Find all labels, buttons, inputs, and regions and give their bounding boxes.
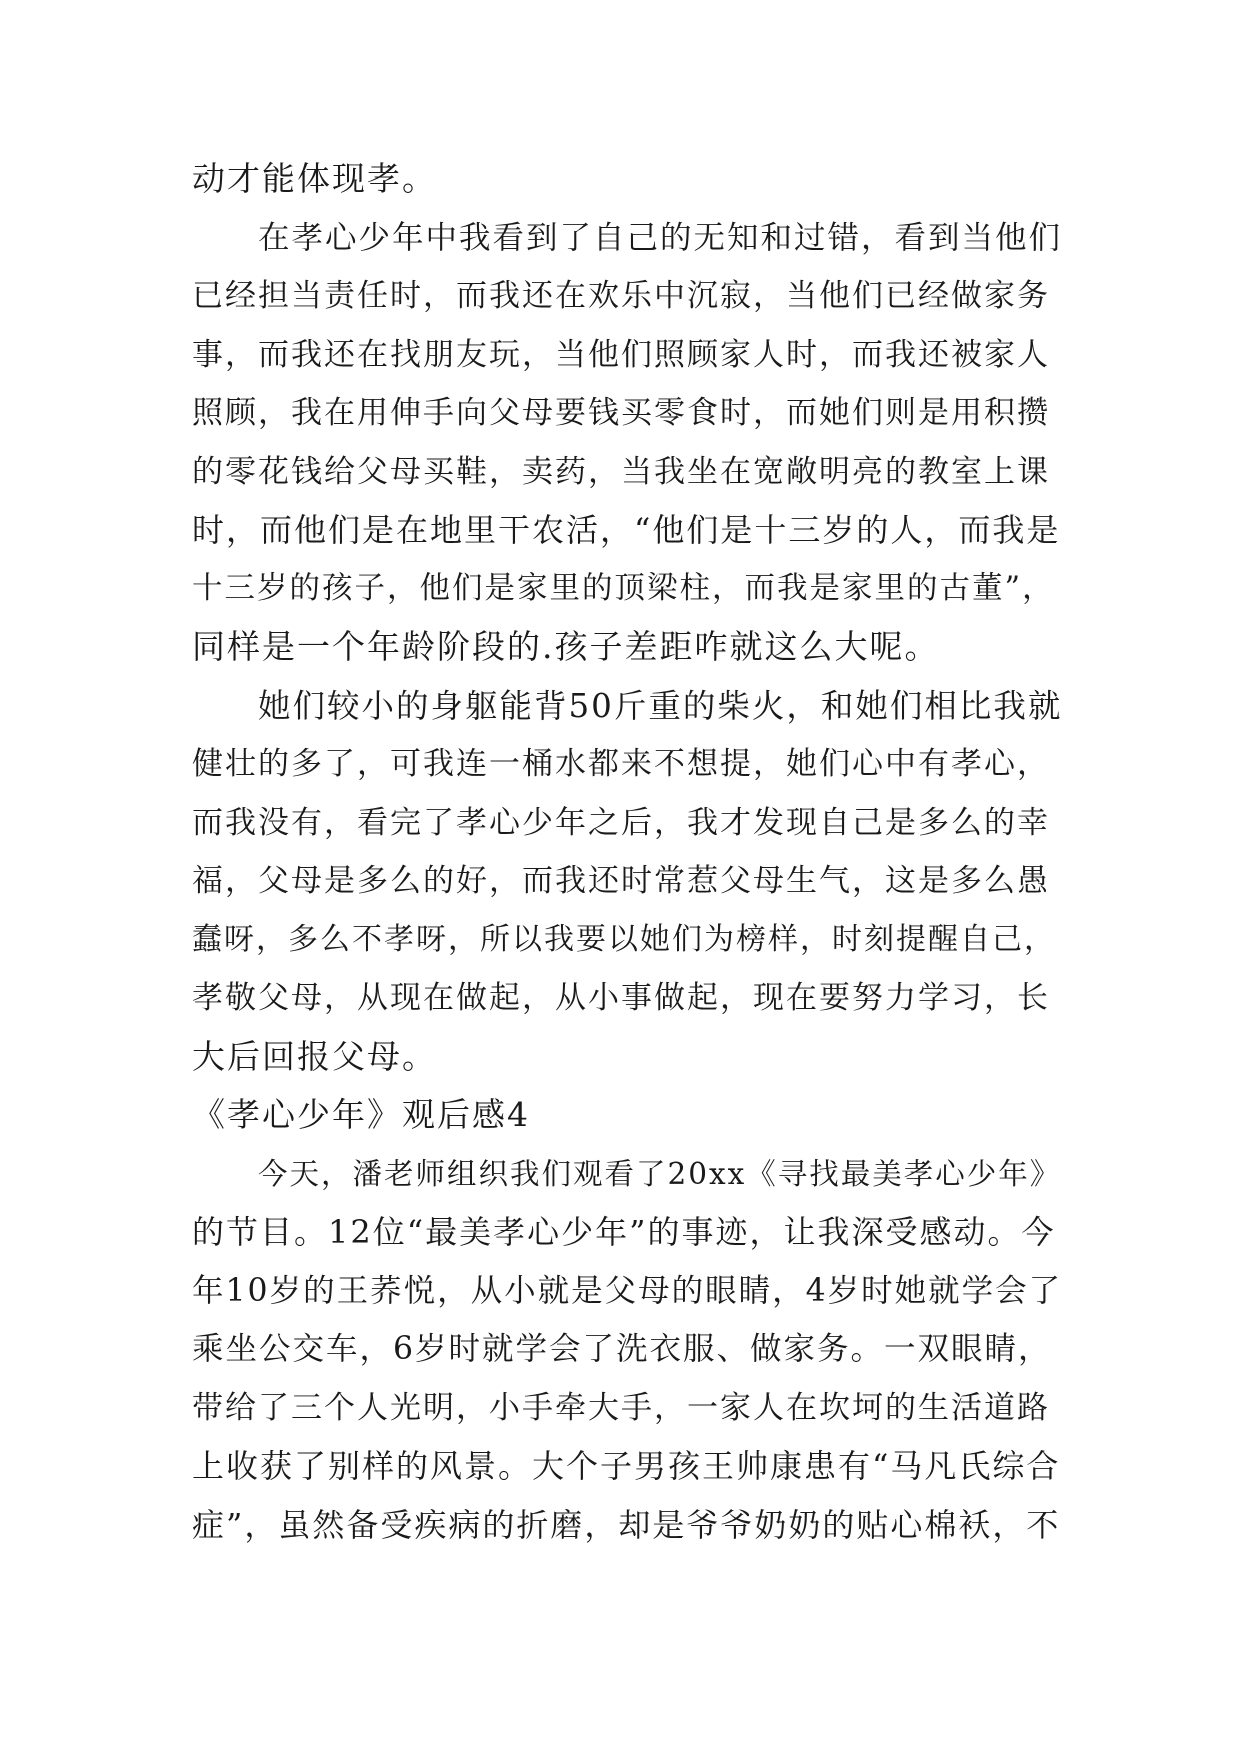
text-line: 事，而我还在找朋友玩，当他们照顾家人时，而我还被家人: [192, 336, 1050, 373]
text-line: 乘坐公交车，6岁时就学会了洗衣服、做家务。一双眼睛，: [192, 1331, 1052, 1367]
text-line: 的零花钱给父母买鞋，卖药，当我坐在宽敞明亮的教室上课: [192, 453, 1050, 490]
text-line: 症”，虽然备受疾病的折磨，却是爷爷奶奶的贴心棉袄，不: [192, 1505, 1061, 1544]
text-line: 她们较小的身躯能背50斤重的柴火，和她们相比我就: [258, 686, 1063, 725]
text-line: 时，而他们是在地里干农活，“他们是十三岁的人，而我是: [192, 511, 1061, 549]
text-line: 已经担当责任时，而我还在欢乐中沉寂，当他们已经做家务: [192, 278, 1050, 314]
text-line: 上收获了别样的风景。大个子男孩王帅康患有“马凡氏综合: [192, 1447, 1061, 1485]
text-line: 年10岁的王荞悦，从小就是父母的眼睛，4岁时她就学会了: [192, 1272, 1063, 1309]
text-line: 今天，潘老师组织我们观看了20xx《寻找最美孝心少年》: [258, 1156, 1062, 1191]
text-line: 十三岁的孩子，他们是家里的顶梁柱，而我是家里的古董”，: [192, 570, 1055, 606]
text-line: 福，父母是多么的好，而我还时常惹父母生气，这是多么愚: [192, 863, 1050, 899]
text-line: 健壮的多了，可我连一桶水都来不想提，她们心中有孝心，: [192, 746, 1050, 782]
text-line: 孝敬父母，从现在做起，从小事做起，现在要努力学习，长: [192, 980, 1050, 1016]
text-line: 在孝心少年中我看到了自己的无知和过错，看到当他们: [258, 219, 1063, 256]
document-body: [192, 150, 1062, 1554]
text-line: 动才能体现孝。: [192, 159, 437, 198]
text-line: 蠢呀，多么不孝呀，所以我要以她们为榜样，时刻提醒自己，: [192, 921, 1056, 957]
text-line: 大后回报父母。: [192, 1036, 437, 1076]
text-line: 带给了三个人光明，小手牵大手，一家人在坎坷的生活道路: [192, 1389, 1050, 1426]
text-line: 同样是一个年龄阶段的.孩子差距咋就这么大呢。: [192, 627, 940, 666]
text-line: 而我没有，看完了孝心少年之后，我才发现自己是多么的幸: [192, 804, 1050, 841]
text-line: 照顾，我在用伸手向父母要钱买零食时，而她们则是用积攒: [192, 395, 1050, 431]
text-line: 的节目。12位“最美孝心少年”的事迹，让我深受感动。今: [192, 1213, 1056, 1251]
section-heading: 《孝心少年》观后感4: [192, 1095, 530, 1134]
